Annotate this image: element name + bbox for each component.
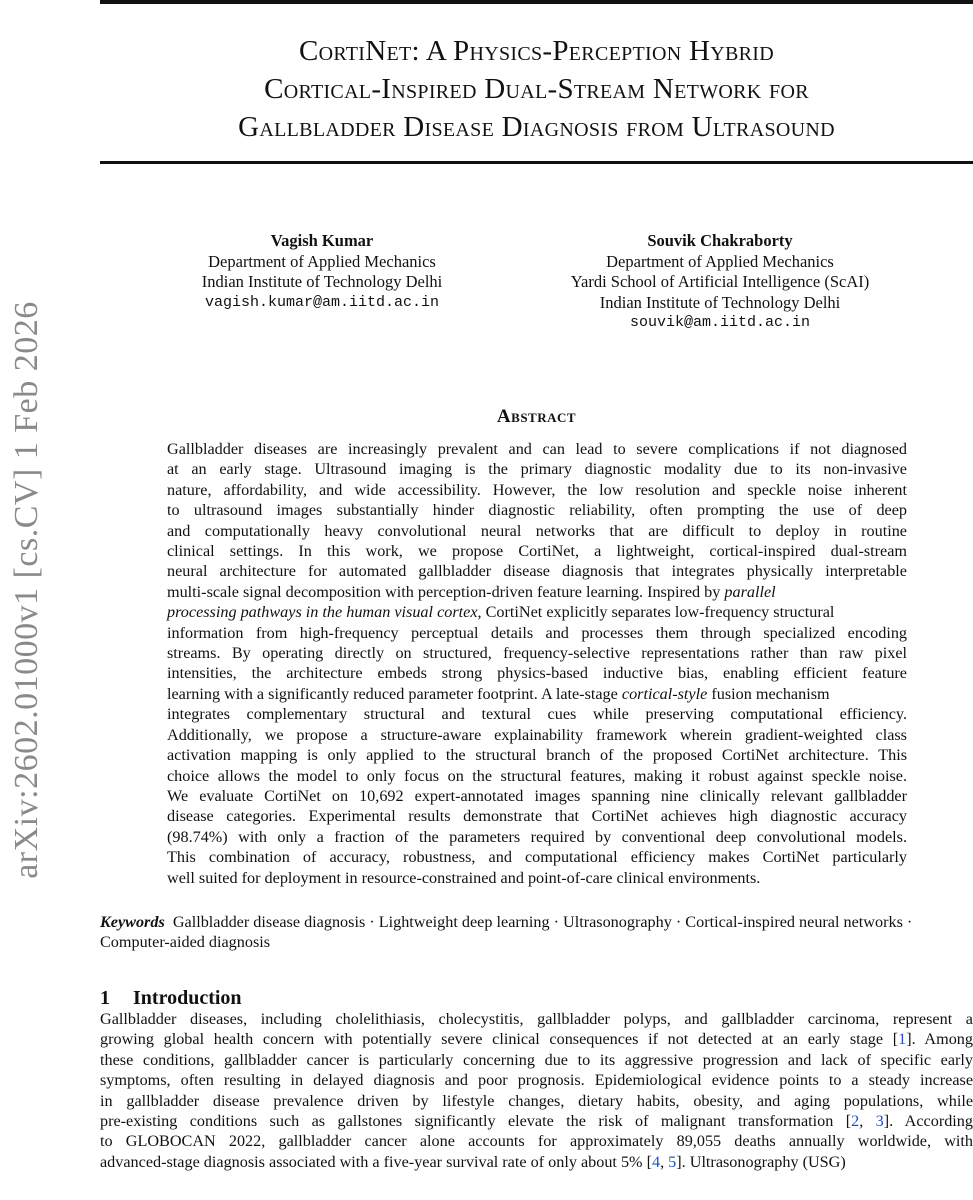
abstract-emphasis: processing pathways in the human visual cortex (167, 603, 478, 622)
abstract-text: multi-scale signal decomposition with perception-driven feature learning. Inspired by (167, 582, 721, 601)
abstract-line (167, 602, 907, 622)
intro-text: pre-existing conditions such as gallstones significantly elevate the risk of malignant transformation [ (100, 1112, 852, 1131)
citation-separator: , (660, 1152, 669, 1171)
abstract-line: activation mapping is only applied to the structural branch of the proposed CortiNet architecture. This (167, 746, 907, 765)
intro-line: symptoms, often resulting in delayed diagnosis and poor prognosis. Epidemiological evidence points to a steady increase (100, 1071, 973, 1090)
intro-text: ]. According (883, 1112, 973, 1131)
abstract-line: (98.74%) with only a fraction of the parameters required by conventional deep convolutional models. (167, 827, 907, 846)
abstract-line: well suited for deployment in resource-constrained and point-of-care clinical environments. (167, 868, 761, 887)
abstract-line: intensities, the architecture embeds strong physics-based inductive bias, enabling efficient feature (167, 664, 907, 683)
intro-text: advanced-stage diagnosis associated with a five-year survival rate of only about 5% [ (100, 1152, 652, 1171)
abstract-line: nature, affordability, and wide accessibility. However, the low resolution and speckle noise inherent (167, 480, 907, 499)
intro-text: ]. Ultrasonography (USG) (676, 1152, 846, 1171)
author-name: Vagish Kumar (270, 231, 374, 250)
abstract-line: This combination of accuracy, robustness, and computational efficiency makes CortiNet particularly (167, 848, 907, 867)
intro-line (100, 1111, 973, 1131)
intro-text: growing global health concern with potentially severe clinical consequences if not detected at an early stage [ (100, 1030, 899, 1049)
paper-title (100, 32, 973, 146)
abstract-line: disease categories. Experimental results demonstrate that CortiNet achieves high diagnostic accuracy (167, 807, 907, 826)
citation-link[interactable]: 5 (668, 1152, 677, 1171)
intro-line: these conditions, gallbladder cancer is particularly concerning due to its aggressive progression and lack of specific early (100, 1050, 973, 1069)
top-rule (100, 0, 973, 4)
abstract-line (167, 582, 907, 602)
intro-line: to GLOBOCAN 2022, gallbladder cancer alone accounts for approximately 89,055 deaths annually worldwide, with (100, 1132, 973, 1151)
intro-line (100, 1029, 973, 1049)
abstract-line: at an early stage. Ultrasound imaging is the primary diagnostic modality due to its non-invasive (167, 460, 907, 479)
abstract-line: clinical settings. In this work, we propose CortiNet, a lightweight, cortical-inspired dual-stream (167, 542, 907, 561)
introduction-body (100, 1009, 973, 1172)
keywords-text: Gallbladder disease diagnosis · Lightweight deep learning · Ultrasonography · Cortical-inspired neural networks · Computer-aided diagnosis (100, 913, 913, 952)
abstract-line: neural architecture for automated gallbladder disease diagnosis that integrates physically interpretable (167, 562, 907, 581)
section-number: 1 (100, 987, 110, 1009)
author-affiliation: Yardi School of Artificial Intelligence (ScAI) (570, 272, 870, 291)
title-bottom-rule (100, 161, 973, 164)
author-email-link[interactable]: vagish.kumar@am.iitd.ac.in (204, 293, 440, 311)
intro-line: Gallbladder diseases, including cholelithiasis, cholecystitis, gallbladder polyps, and gallbladder carcinoma, represent a (100, 1010, 973, 1028)
author-email-link[interactable]: souvik@am.iitd.ac.in (629, 314, 811, 331)
citation-link[interactable]: 1 (898, 1030, 907, 1049)
abstract-emphasis: cortical-style (621, 684, 708, 703)
abstract-line: integrates complementary structural and textural cues while preserving computational efficiency. (167, 705, 907, 724)
abstract-line: We evaluate CortiNet on 10,692 expert-annotated images spanning nine clinically relevant gallbladder (167, 786, 907, 805)
citation-separator: , (859, 1112, 876, 1131)
abstract-text: , CortiNet explicitly separates low-frequency structural (477, 603, 835, 622)
citation-link[interactable]: 2 (851, 1112, 860, 1131)
abstract-line: and computationally heavy convolutional neural networks that are difficult to deploy in routine (167, 521, 907, 540)
abstract-line: Additionally, we propose a structure-aware explainability framework wherein gradient-weighted class (167, 725, 907, 744)
arxiv-identifier-watermark[interactable]: arXiv:2602.01000v1 [cs.CV] 1 Feb 2026 (8, 301, 45, 879)
abstract-emphasis: parallel (724, 582, 776, 601)
abstract-body (167, 439, 907, 888)
keywords (100, 912, 973, 953)
author-affiliation: Indian Institute of Technology Delhi (599, 292, 841, 312)
author-name: Souvik Chakraborty (647, 231, 793, 250)
abstract-line (167, 684, 907, 704)
citation-link[interactable]: 3 (875, 1112, 884, 1131)
author-affiliation: Indian Institute of Technology Delhi (201, 272, 443, 291)
abstract-text: fusion mechanism (711, 684, 830, 703)
abstract-text: learning with a significantly reduced parameter footprint. A late-stage (167, 684, 618, 703)
section-heading (100, 987, 242, 1010)
abstract-line: choice allows the model to only focus on the structural features, making it robust against speckle noise. (167, 766, 907, 785)
citation-link[interactable]: 4 (651, 1152, 661, 1171)
abstract-line: streams. By operating directly on structured, frequency-selective representations rather than raw pixel (167, 644, 907, 663)
title-line: CortiNet: A Physics-Perception Hybrid (298, 35, 775, 67)
keywords-label: Keywords (100, 913, 165, 931)
author-block-1 (172, 231, 472, 313)
author-affiliation: Department of Applied Mechanics (606, 251, 834, 271)
abstract-line: information from high-frequency perceptual details and processes them through specialized encoding (167, 623, 907, 642)
abstract-heading: Abstract (496, 406, 577, 427)
author-block-2 (545, 231, 895, 334)
abstract-line: to ultrasound images substantially hinder diagnostic reliability, often prompting the use of deep (167, 501, 907, 520)
intro-text: ]. Among (906, 1030, 973, 1049)
intro-line (100, 1152, 973, 1172)
title-line: Gallbladder Disease Diagnosis from Ultrasound (238, 111, 835, 143)
author-affiliation: Department of Applied Mechanics (208, 251, 436, 271)
section-title: Introduction (133, 987, 242, 1009)
title-line: Cortical-Inspired Dual-Stream Network for (264, 73, 809, 105)
intro-line: in gallbladder disease prevalence driven by lifestyle changes, dietary habits, obesity, and aging populations, while (100, 1091, 973, 1110)
abstract-line: Gallbladder diseases are increasingly prevalent and can lead to severe complications if not diagnosed (167, 440, 907, 458)
